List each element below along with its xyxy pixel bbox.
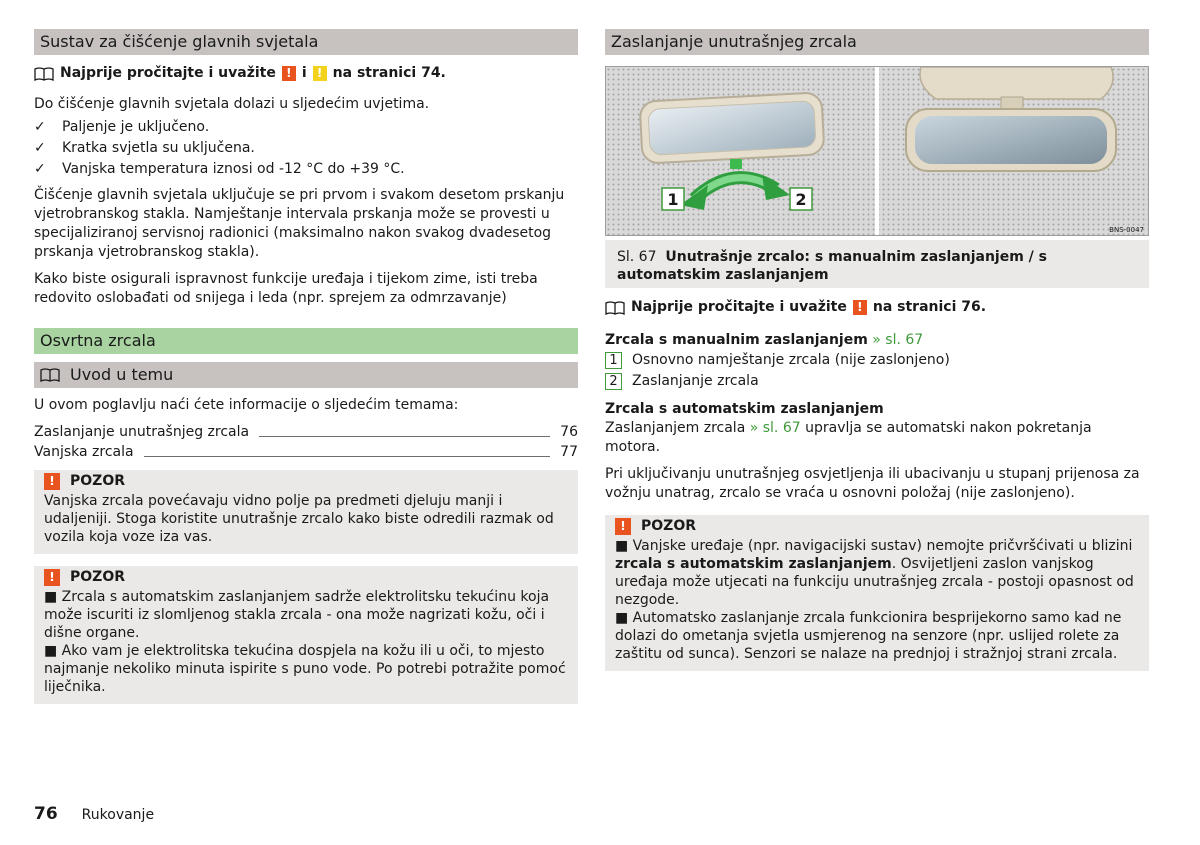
page-number: 76 (34, 804, 58, 824)
figure-caption: Sl. 67 Unutrašnje zrcalo: s manualnim zaslanjanjem / s automatskim zaslanjanjem (605, 240, 1149, 288)
warning-text: Vanjska zrcala povećavaju vidno polje pa predmeti djeluju manji i udaljeniji. Stoga koristite unutrašnje zrcalo kako biste odredili razmak od vozila koja voze iza vas. (44, 493, 554, 545)
book-icon (40, 368, 60, 382)
manual-mirror-heading: Zrcala s manualnim zaslanjanjem » sl. 67 (605, 332, 924, 348)
list-item: ✓ Paljenje je uključeno. (34, 117, 578, 138)
left-column (34, 29, 578, 704)
section-title-headlight-cleaning: Sustav za čišćenje glavnih svjetala (34, 29, 578, 55)
read-first-prefix: Najprije pročitajte i uvažite (60, 65, 276, 81)
warning-title: POZOR (641, 517, 696, 534)
warning-icon: ! (282, 66, 296, 81)
warning-item: ■ Vanjske uređaje (npr. navigacijski sustav) nemojte pričvršćivati u blizini zrcala s automatskim zaslanjanjem. Osvijetljeni zaslon vanjskog uređaja može utjecati na funkciju unutrašnjeg zrcala - postoji opasnost od nezgode. (615, 538, 1134, 608)
chapter-name: Rukovanje (81, 807, 155, 823)
check-icon: ✓ (34, 140, 46, 156)
page-footer (34, 805, 154, 825)
svg-text:1: 1 (667, 190, 679, 209)
warning-title: POZOR (70, 472, 125, 489)
subsection-title: Uvod u temu (70, 365, 174, 384)
mirror-illustration (606, 67, 1148, 235)
conditions-intro: Do čišćenje glavnih svjetala dolazi u sljedećim uvjetima. (34, 96, 430, 112)
read-first-note: Najprije pročitajte i uvažite ! na stranici 76. (605, 298, 1149, 317)
toc-item[interactable]: Zaslanjanje unutrašnjeg zrcala 76 (34, 424, 578, 440)
section-title-mirrors: Osvrtna zrcala (34, 328, 578, 354)
warning-item: ■ Ako vam je elektrolitska tekućina dospjela na kožu ili u oči, to mjesto najmanje nekoliko minuta ispirite s puno vode. Po potrebi potražite pomoć liječnika. (44, 643, 566, 695)
list-item: 2 Zaslanjanje zrcala (605, 371, 1149, 392)
subsection-intro (34, 362, 578, 388)
paragraph-interval: Čišćenje glavnih svjetala uključuje se pri prvom i svakom desetom prskanju vjetrobranskog stakla. Namještanje intervala prskanja može se provesti u specijaliziranoj servisnoj radionici (maksimalno nakon svakog dvadesetog prskanja vjetrobranskog stakla). (34, 187, 565, 260)
caution-icon: ! (313, 66, 327, 81)
section-title-interior-mirror: Zaslanjanje unutrašnjeg zrcala (605, 29, 1149, 55)
number-box: 2 (605, 373, 622, 390)
warning-icon: ! (615, 518, 631, 535)
svg-text:2: 2 (795, 190, 807, 209)
warning-item: ■ Zrcala s automatskim zaslanjanjem sadrže elektrolitsku tekućinu koja može iscuriti iz slomljenog stakla zrcala - ona može nagrizati kožu, oči i dišne organe. (44, 589, 550, 641)
read-first-note (34, 64, 578, 83)
read-first-mid: i (301, 65, 307, 81)
condition-list (34, 117, 578, 180)
topics-intro: U ovom poglavlju naći ćete informacije o sljedećim temama: (34, 397, 459, 413)
warning-box (605, 515, 1149, 671)
book-icon (605, 301, 625, 315)
book-icon (34, 67, 54, 81)
figure-link[interactable]: » sl. 67 (749, 420, 801, 436)
toc-item[interactable]: Vanjska zrcala 77 (34, 444, 578, 460)
auto-mirror-heading: Zrcala s automatskim zaslanjanjem (605, 401, 884, 417)
check-icon: ✓ (34, 119, 46, 135)
figure-mirrors (605, 66, 1149, 236)
warning-box (34, 566, 578, 704)
figure-link[interactable]: » sl. 67 (872, 332, 924, 348)
warning-icon: ! (853, 300, 867, 315)
list-item: 1 Osnovno namještanje zrcala (nije zaslonjeno) (605, 350, 1149, 371)
read-first-suffix: na stranici 74. (332, 65, 446, 81)
check-icon: ✓ (34, 161, 46, 177)
number-box: 1 (605, 352, 622, 369)
right-column (605, 29, 1149, 671)
toc-list (34, 422, 578, 462)
warning-icon: ! (44, 473, 60, 490)
list-item: ✓ Vanjska temperatura iznosi od -12 °C do +39 °C. (34, 159, 578, 180)
warning-item: ■ Automatsko zaslanjanje zrcala funkcionira besprijekorno samo kad ne dolazi do ometanja svjetla usmjerenog na senzore (npr. uslijed rolete za zaštitu od sunca). Senzori se nalaze na prednjoj i stražnjoj strani zrcala. (615, 610, 1122, 662)
warning-title: POZOR (70, 568, 125, 585)
list-item: ✓ Kratka svjetla su uključena. (34, 138, 578, 159)
paragraph-reverse: Pri uključivanju unutrašnjeg osvjetljenja ili ubacivanju u stupanj prijenosa za vožnju unatrag, zrcalo se vraća u osnovni položaj (nije zaslonjeno). (605, 466, 1140, 501)
warning-box (34, 470, 578, 554)
auto-mirror-text: Zaslanjanjem zrcala » sl. 67 upravlja se automatski nakon pokretanja motora. (605, 420, 1092, 455)
figure-code: BNS-0047 (1109, 226, 1144, 234)
warning-icon: ! (44, 569, 60, 586)
paragraph-winter: Kako biste osigurali ispravnost funkcije uređaja i tijekom zime, isti treba redovito oslobađati od snijega i leda (npr. sprejem za odmrzavanje) (34, 271, 538, 306)
